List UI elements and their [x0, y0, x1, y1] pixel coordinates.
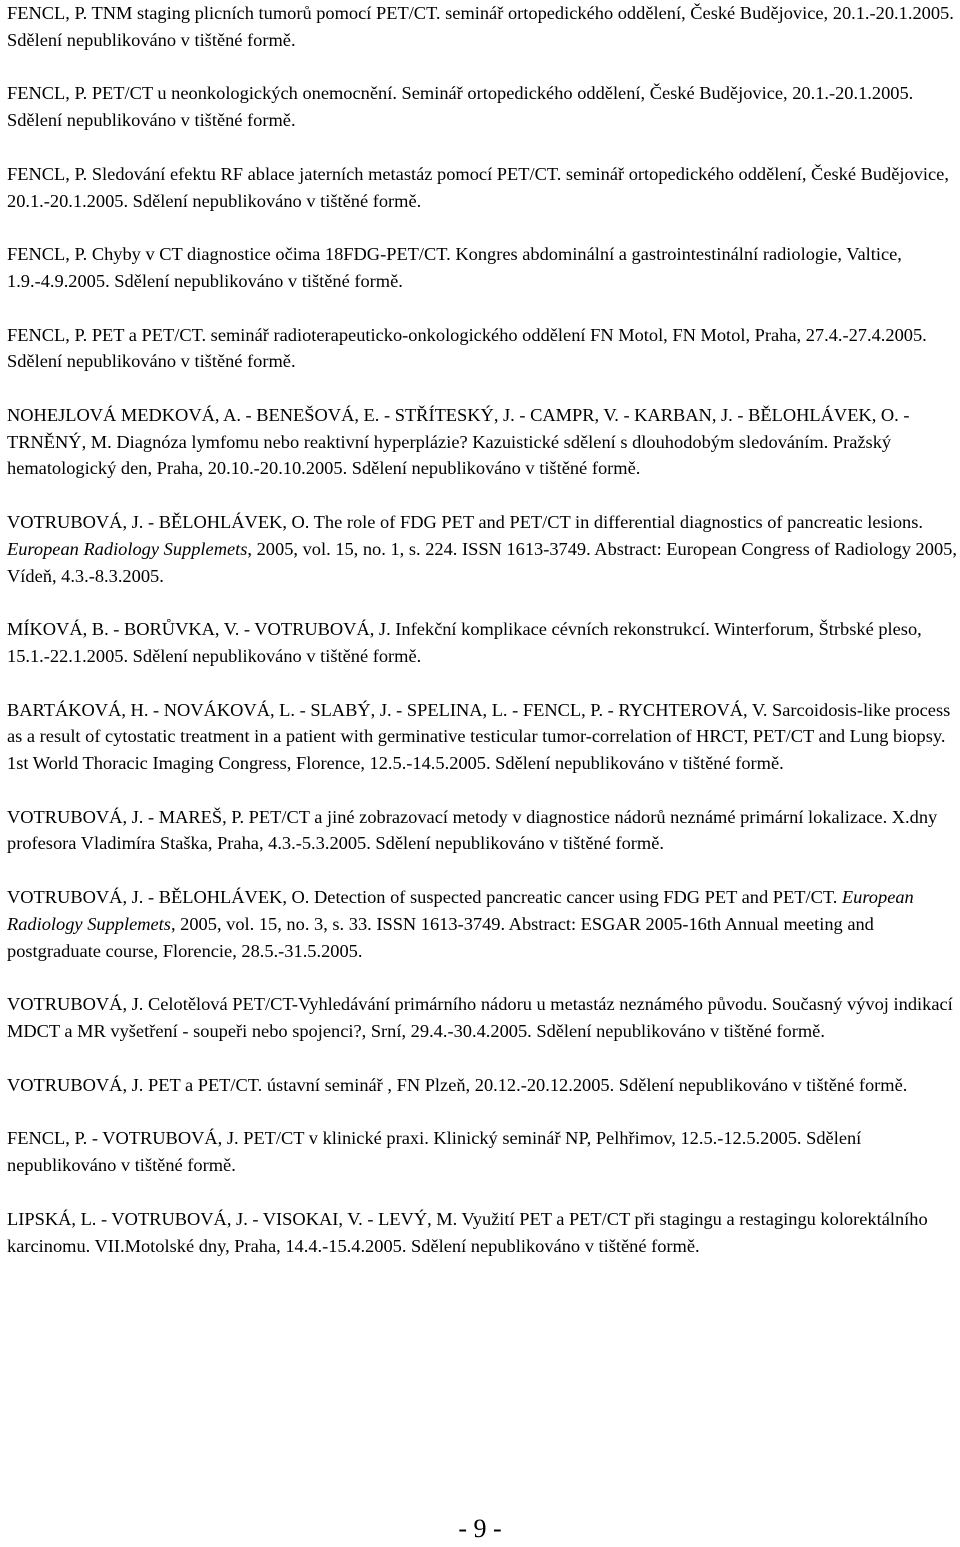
- citation-text: VOTRUBOVÁ, J. Celotělová PET/CT-Vyhledávání primárního nádoru u metastáz neznámého původu. Současný vývoj indikací MDCT a MR vyšetření - soupeři nebo spojenci?, Srní, 29.4.-30.4.2005. Sdělení nepublikováno v tištěné formě.: [7, 994, 953, 1041]
- citation-entry: [7, 991, 957, 1044]
- citation-text: FENCL, P. Chyby v CT diagnostice očima 18FDG-PET/CT. Kongres abdominální a gastrointestinální radiologie, Valtice, 1.9.-4.9.2005. Sdělení nepublikováno v tištěné formě.: [7, 244, 902, 291]
- citation-entry: [7, 509, 957, 589]
- citation-journal: European Radiology Supplemets: [7, 887, 914, 934]
- citation-entry: [7, 0, 957, 53]
- citation-entry: [7, 1125, 957, 1178]
- citation-text: VOTRUBOVÁ, J. PET a PET/CT. ústavní seminář , FN Plzeň, 20.12.-20.12.2005. Sdělení nepublikováno v tištěné formě.: [7, 1074, 908, 1095]
- citation-text: FENCL, P. - VOTRUBOVÁ, J. PET/CT v klinické praxi. Klinický seminář NP, Pelhřimov, 12.5.-12.5.2005. Sdělení nepublikováno v tištěné formě.: [7, 1128, 862, 1176]
- citation-details: , 2005, vol. 15, no. 1, s. 224. ISSN 1613-3749. Abstract: European Congress of Radiology 2005, Vídeň, 4.3.-8.3.2005.: [7, 538, 957, 586]
- citation-entry: [7, 161, 957, 214]
- citation-entry: [7, 884, 957, 964]
- citation-entry: [7, 402, 957, 482]
- citation-text: FENCL, P. TNM staging plicních tumorů pomocí PET/CT. seminář ortopedického oddělení, České Budějovice, 20.1.-20.1.2005. Sdělení nepublikováno v tištěné formě.: [7, 3, 954, 50]
- citation-text: VOTRUBOVÁ, J. - MAREŠ, P. PET/CT a jiné zobrazovací metody v diagnostice nádorů neznámé primární lokalizace. X.dny profesora Vladimíra Staška, Praha, 4.3.-5.3.2005. Sdělení nepublikováno v tištěné formě.: [7, 806, 938, 854]
- citation-text: LIPSKÁ, L. - VOTRUBOVÁ, J. - VISOKAI, V. - LEVÝ, M. Využití PET a PET/CT při stagingu a restagingu kolorektálního karcinomu. VII.Motolské dny, Praha, 14.4.-15.4.2005. Sdělení nepublikováno v tištěné formě.: [7, 1208, 928, 1256]
- citation-text: FENCL, P. Sledování efektu RF ablace jaterních metastáz pomocí PET/CT. seminář ortopedického oddělení, České Budějovice, 20.1.-20.1.2005. Sdělení nepublikováno v tištěné formě.: [7, 163, 949, 211]
- citation-entry: [7, 697, 957, 777]
- citation-text: BARTÁKOVÁ, H. - NOVÁKOVÁ, L. - SLABÝ, J. - SPELINA, L. - FENCL, P. - RYCHTEROVÁ, V. Sarcoidosis-like process as a result of cytostatic treatment in a patient with germinative testicular tumor-correlation of HRCT, PET/CT and Lung biopsy. 1st World Thoracic Imaging Congress, Florence, 12.5.-14.5.2005. Sdělení nepublikováno v tištěné formě.: [7, 699, 951, 774]
- citation-details: , 2005, vol. 15, no. 3, s. 33. ISSN 1613-3749. Abstract: ESGAR 2005-16th Annual meeting and postgraduate course, Florencie, 28.5.-31.5.2005.: [7, 913, 874, 961]
- citation-entry: [7, 80, 957, 133]
- page-number: - 9 -: [458, 1514, 502, 1543]
- citation-entry: [7, 1206, 957, 1259]
- citation-text: VOTRUBOVÁ, J. - BĚLOHLÁVEK, O. The role of FDG PET and PET/CT in differential diagnostics of pancreatic lesions.: [7, 512, 923, 533]
- citation-journal: European Radiology Supplemets: [7, 538, 248, 559]
- citation-entry: [7, 322, 957, 375]
- bibliography-list: [7, 0, 957, 1286]
- citation-text: FENCL, P. PET a PET/CT. seminář radioterapeuticko-onkologického oddělení FN Motol, FN Motol, Praha, 27.4.-27.4.2005. Sdělení nepublikováno v tištěné formě.: [7, 324, 927, 372]
- citation-text: NOHEJLOVÁ MEDKOVÁ, A. - BENEŠOVÁ, E. - STŘÍTESKÝ, J. - CAMPR, V. - KARBAN, J. - BĚLOHLÁVEK, O. - TRNĚNÝ, M. Diagnóza lymfomu nebo reaktivní hyperplázie? Kazuistické sdělení s dlouhodobým sledováním. Pražský hematologický den, Praha, 20.10.-20.10.2005. Sdělení nepublikováno v tištěné formě.: [7, 405, 910, 479]
- citation-entry: [7, 1072, 957, 1099]
- citation-entry: [7, 804, 957, 857]
- citation-entry: [7, 616, 957, 669]
- citation-entry: [7, 241, 957, 294]
- citation-text: VOTRUBOVÁ, J. - BĚLOHLÁVEK, O. Detection of suspected pancreatic cancer using FDG PET and PET/CT.: [7, 887, 842, 908]
- citation-text: FENCL, P. PET/CT u neonkologických onemocnění. Seminář ortopedického oddělení, České Budějovice, 20.1.-20.1.2005. Sdělení nepublikováno v tištěné formě.: [7, 83, 914, 131]
- citation-text: MÍKOVÁ, B. - BORŮVKA, V. - VOTRUBOVÁ, J. Infekční komplikace cévních rekonstrukcí. Winterforum, Štrbské pleso, 15.1.-22.1.2005. Sdělení nepublikováno v tištěné formě.: [7, 619, 922, 666]
